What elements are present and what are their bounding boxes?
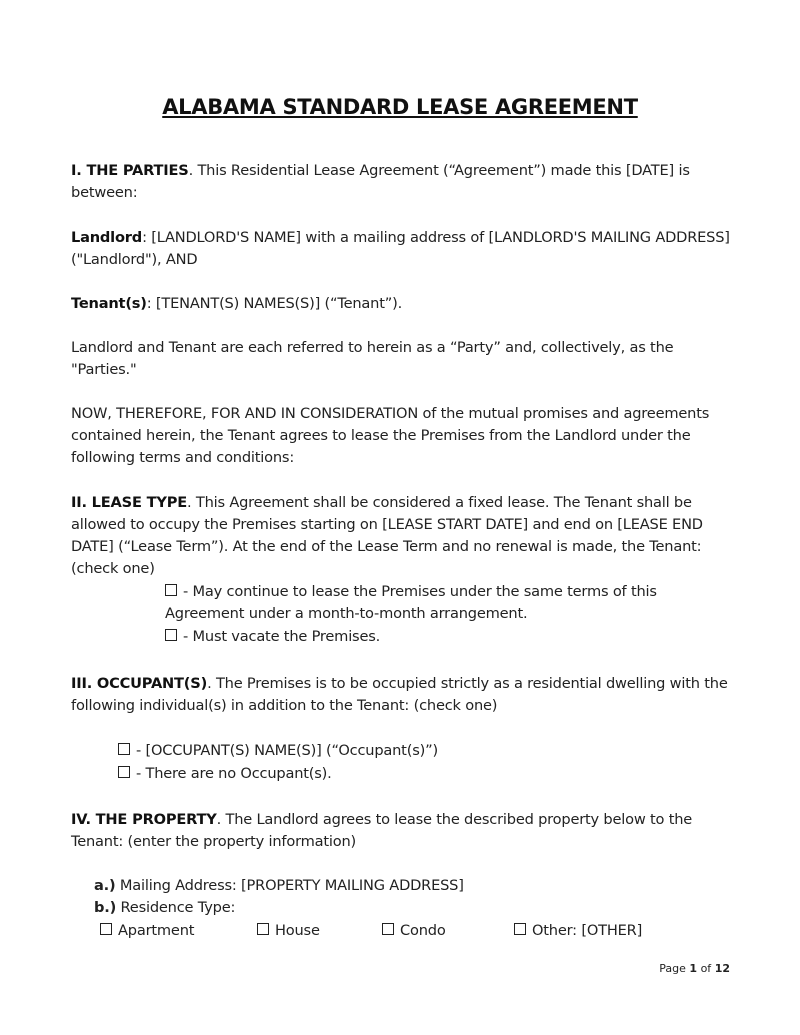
checkbox-icon[interactable] — [100, 923, 112, 935]
lease-option-1-text: - May continue to lease the Premises under the same terms of this Agreement under a month-to-month arrangement. — [165, 583, 657, 622]
checkbox-icon[interactable] — [382, 923, 394, 935]
lease-option-2-text: - Must vacate the Premises. — [183, 628, 381, 645]
parties-text: . This Residential Lease Agreement (“Agreement”) made this [DATE] is between: — [71, 162, 690, 201]
checkbox-icon[interactable] — [257, 923, 269, 935]
parties-heading: I. THE PARTIES — [71, 162, 189, 179]
checkbox-icon[interactable] — [118, 743, 130, 755]
tenant-text: : [TENANT(S) NAMES(S)] (“Tenant”). — [146, 295, 403, 312]
property-mailing-address — [94, 875, 464, 897]
checkbox-icon[interactable] — [165, 629, 177, 641]
occupant-option-2-text: - There are no Occupant(s). — [136, 765, 332, 782]
residence-type-label: House — [275, 922, 320, 939]
residence-type-label: Apartment — [118, 922, 195, 939]
occupants-text: . The Premises is to be occupied strictly as a residential dwelling with the following individual(s) in addition to the Tenant: (check one) — [71, 675, 728, 714]
parties-paragraph — [71, 160, 736, 204]
lease-option-vacate — [165, 626, 380, 648]
consideration-paragraph: NOW, THEREFORE, FOR AND IN CONSIDERATION of the mutual promises and agreements contained herein, the Tenant agrees to lease the Premises from the Landlord under the following terms and conditions: — [71, 405, 710, 466]
property-residence-type — [94, 897, 235, 919]
occupant-option-named — [118, 740, 438, 762]
landlord-text: : [LANDLORD'S NAME] with a mailing address of [LANDLORD'S MAILING ADDRESS] ("Landlord"), AND — [71, 229, 730, 268]
page-number-footer — [659, 962, 730, 975]
item-a-text: Mailing Address: [PROPERTY MAILING ADDRESS] — [115, 877, 464, 894]
property-heading: IV. THE PROPERTY — [71, 811, 217, 828]
residence-type-label: Condo — [400, 922, 446, 939]
landlord-paragraph — [71, 227, 736, 271]
checkbox-icon[interactable] — [165, 584, 177, 596]
lease-option-month-to-month — [165, 581, 705, 625]
checkbox-icon[interactable] — [118, 766, 130, 778]
item-b-label: b.) — [94, 899, 117, 916]
occupant-option-none — [118, 763, 332, 785]
residence-type-condo — [382, 920, 446, 942]
residence-type-label: Other: [OTHER] — [532, 922, 643, 939]
property-paragraph — [71, 809, 736, 853]
residence-type-house — [257, 920, 320, 942]
lease-type-text: . This Agreement shall be considered a fixed lease. The Tenant shall be allowed to occupy the Premises starting on [LEASE START DATE] and end on [LEASE END DATE] (“Lease Term”). At the end of the Lease Term and no renewal is made, the Tenant: (check one) — [71, 494, 703, 577]
item-a-label: a.) — [94, 877, 116, 894]
occupants-heading: III. OCCUPANT(S) — [71, 675, 208, 692]
landlord-label: Landlord — [71, 229, 143, 246]
party-definition-paragraph: Landlord and Tenant are each referred to herein as a “Party” and, collectively, as the "Parties." — [71, 339, 674, 378]
document-title: ALABAMA STANDARD LEASE AGREEMENT — [162, 95, 638, 119]
occupant-option-1-text: - [OCCUPANT(S) NAME(S)] (“Occupant(s)”) — [136, 742, 438, 759]
page-word: Page — [659, 962, 690, 975]
residence-type-apartment — [100, 920, 194, 942]
checkbox-icon[interactable] — [514, 923, 526, 935]
tenant-paragraph — [71, 293, 736, 315]
lease-type-heading: II. LEASE TYPE — [71, 494, 187, 511]
property-text: . The Landlord agrees to lease the described property below to the Tenant: (enter the property information) — [71, 811, 693, 850]
lease-type-paragraph — [71, 492, 736, 580]
total-pages: 12 — [714, 962, 730, 975]
tenant-label: Tenant(s) — [71, 295, 147, 312]
occupants-paragraph — [71, 673, 736, 717]
current-page: 1 — [689, 962, 698, 975]
of-word: of — [697, 962, 715, 975]
item-b-text: Residence Type: — [116, 899, 236, 916]
residence-type-other — [514, 920, 642, 942]
